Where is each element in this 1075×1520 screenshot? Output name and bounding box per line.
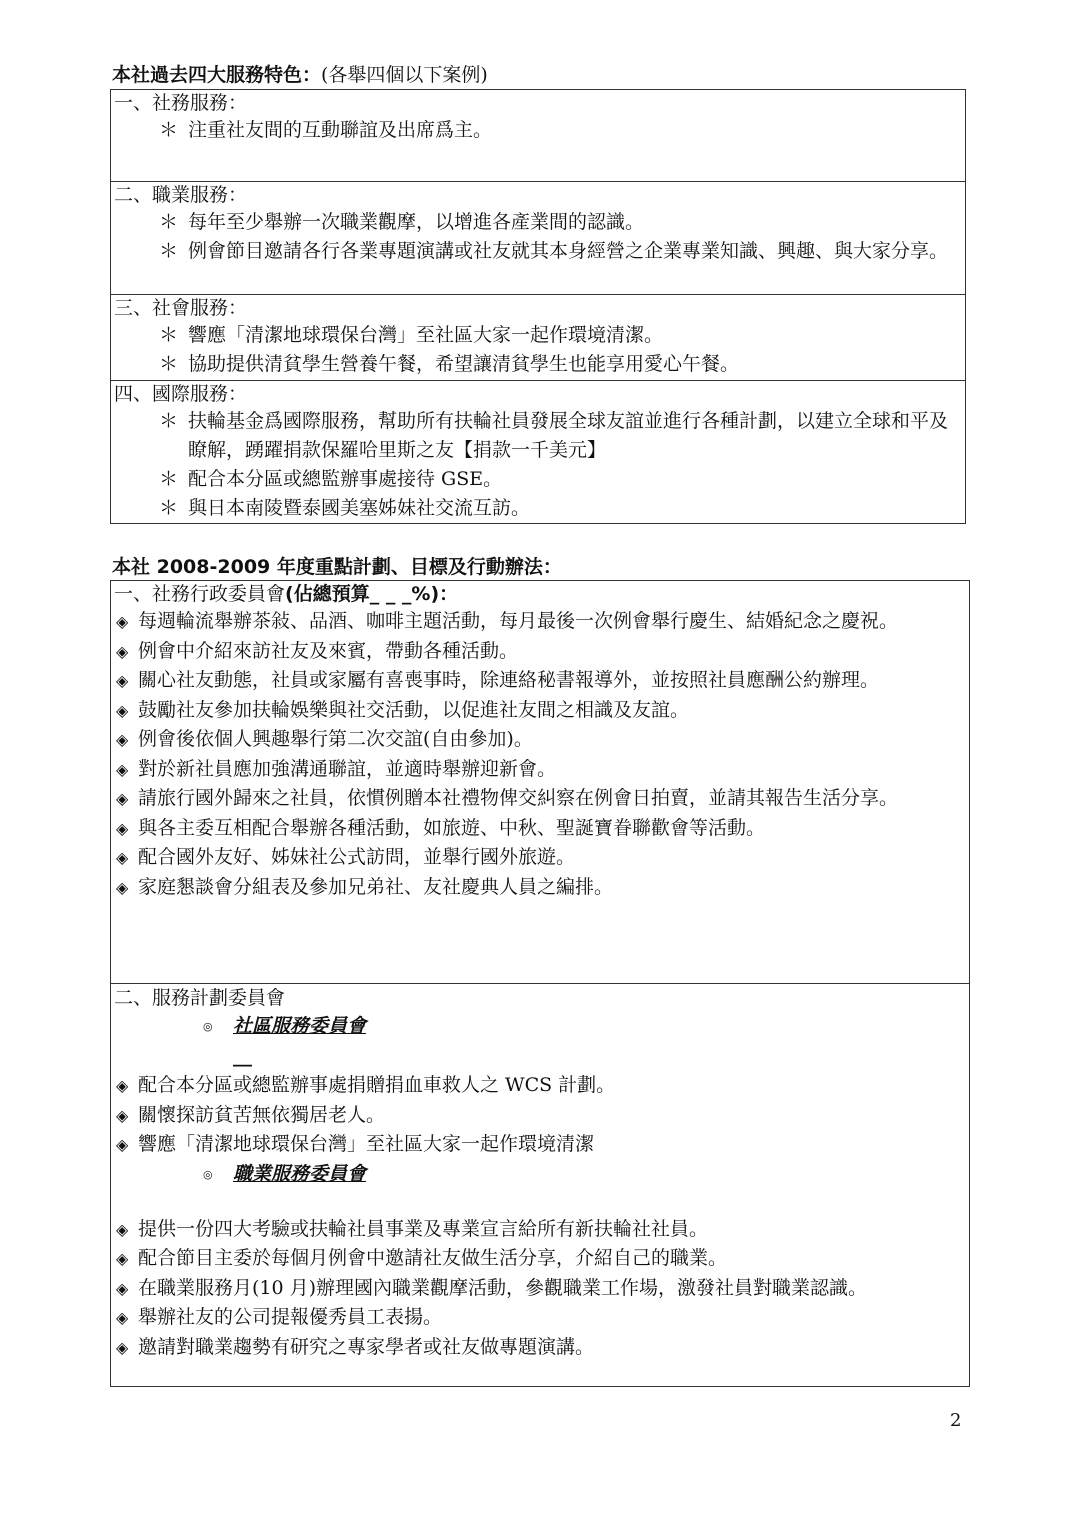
part2-heading-text: 本社 2008-2009 年度重點計劃、目標及行動辦法： [112,556,562,578]
section-title: 三、社會服務： [114,297,248,319]
list-item: ＊ 扶輪基金爲國際服務，幫助所有扶輪社員發展全球友誼並進行各種計劃，以建立全球和平及瞭解，踴躍捐款保羅哈里斯之友【捐款一千美元】 [159,410,949,461]
list-item: ◈ 配合節目主委於每個月例會中邀請社友做生活分享，介紹自己的職業。 [116,1247,728,1269]
list-item: ◈ 關心社友動態，社員或家屬有喜喪事時，除連絡秘書報導外，並按照社員應酬公約辦理。 [116,669,880,691]
list-item: ◈ 配合本分區或總監辦事處捐贈捐血車救人之 WCS 計劃。 [116,1074,616,1096]
list-item: ◈ 例會後依個人興趣舉行第二次交誼(自由參加)。 [116,728,533,750]
list-item: ◈ 提供一份四大考驗或扶輪社員事業及專業宣言給所有新扶輪社社員。 [116,1217,709,1240]
subcommittee-vocational: ◎ 職業服務委員會 [203,1162,367,1185]
list-item: ◈ 每週輪流舉辦茶敍、品酒、咖啡主題活動，每月最後一次例會舉行慶生、結婚紀念之慶祝。 [116,610,899,632]
list-item: ◈ 配合國外友好、姊妹社公式訪問，並舉行國外旅遊。 [116,846,576,868]
budget-note: (佔總預算_ _ _%)： [285,583,459,605]
list-item: ＊ 響應「清潔地球環保台灣」至社區大家一起作環境清潔。 [159,324,664,346]
features-section-vocational [111,181,965,294]
service-features-table [110,89,966,524]
section-title: 一、社務行政委員會(佔總預算_ _ _%)： [114,583,459,605]
part1-heading-bold: 本社過去四大服務特色： [112,64,322,86]
section-title: 一、社務服務： [114,92,248,114]
features-section-club [111,90,965,181]
page-number: 2 [950,1410,962,1431]
section-title: 二、職業服務： [114,184,248,206]
list-item: ◈ 與各主委互相配合舉辦各種活動，如旅遊、中秋、聖誕寶眷聯歡會等活動。 [116,816,766,839]
section-title: 四、國際服務： [114,383,248,405]
list-item: ◈ 舉辦社友的公司提報優秀員工表揚。 [116,1306,443,1328]
part2-heading [112,554,562,580]
part1-heading-note: (各舉四個以下案例) [321,64,488,86]
subcommittee-community: ◎ 社區服務委員會 [203,1015,367,1037]
list-item: ◈ 響應「清潔地球環保台灣」至社區大家一起作環境清潔 [116,1133,595,1155]
plan-section-club-admin [111,581,969,983]
underline-tail: __ [233,1045,252,1067]
list-item: ◈ 鼓勵社友參加扶輪娛樂與社交活動，以促進社友間之相識及友誼。 [116,698,690,721]
part1-heading [112,62,488,88]
list-item: ◈ 關懷探訪貧苦無依獨居老人。 [116,1103,386,1126]
list-item: ＊ 配合本分區或總監辦事處接待 GSE。 [159,468,503,490]
section-title: 二、服務計劃委員會 [114,987,286,1009]
list-item: ◈ 對於新社員應加強溝通聯誼，並適時舉辦迎新會。 [116,757,557,780]
features-section-community [111,294,965,380]
features-section-international [111,380,965,525]
list-item: ◈ 在職業服務月(10 月)辦理國內職業觀摩活動，參觀職業工作場，激發社員對職業認識。 [116,1276,868,1299]
plan-section-service [111,983,969,1388]
annual-plan-table [110,580,970,1387]
list-item: ＊ 注重社友間的互動聯誼及出席爲主。 [159,119,493,141]
list-item: ◈ 例會中介紹來訪社友及來賓，帶動各種活動。 [116,639,519,662]
list-item: ＊ 與日本南陵暨泰國美塞姊妹社交流互訪。 [159,497,531,519]
list-item: ＊ 例會節目邀請各行各業專題演講或社友就其本身經營之企業專業知識、興趣、與大家分享。 [159,240,949,262]
list-item: ◈ 邀請對職業趨勢有研究之專家學者或社友做專題演講。 [116,1335,595,1358]
list-item: ◈ 家庭懇談會分組表及參加兄弟社、友社慶典人員之編排。 [116,875,614,898]
list-item: ＊ 每年至少舉辦一次職業觀摩，以增進各產業間的認識。 [159,211,645,233]
list-item: ＊ 協助提供清貧學生營養午餐，希望讓清貧學生也能享用愛心午餐。 [159,353,740,375]
list-item: ◈ 請旅行國外歸來之社員，依慣例贈本社禮物俾交糾察在例會日拍賣，並請其報告生活分享。 [116,787,899,809]
